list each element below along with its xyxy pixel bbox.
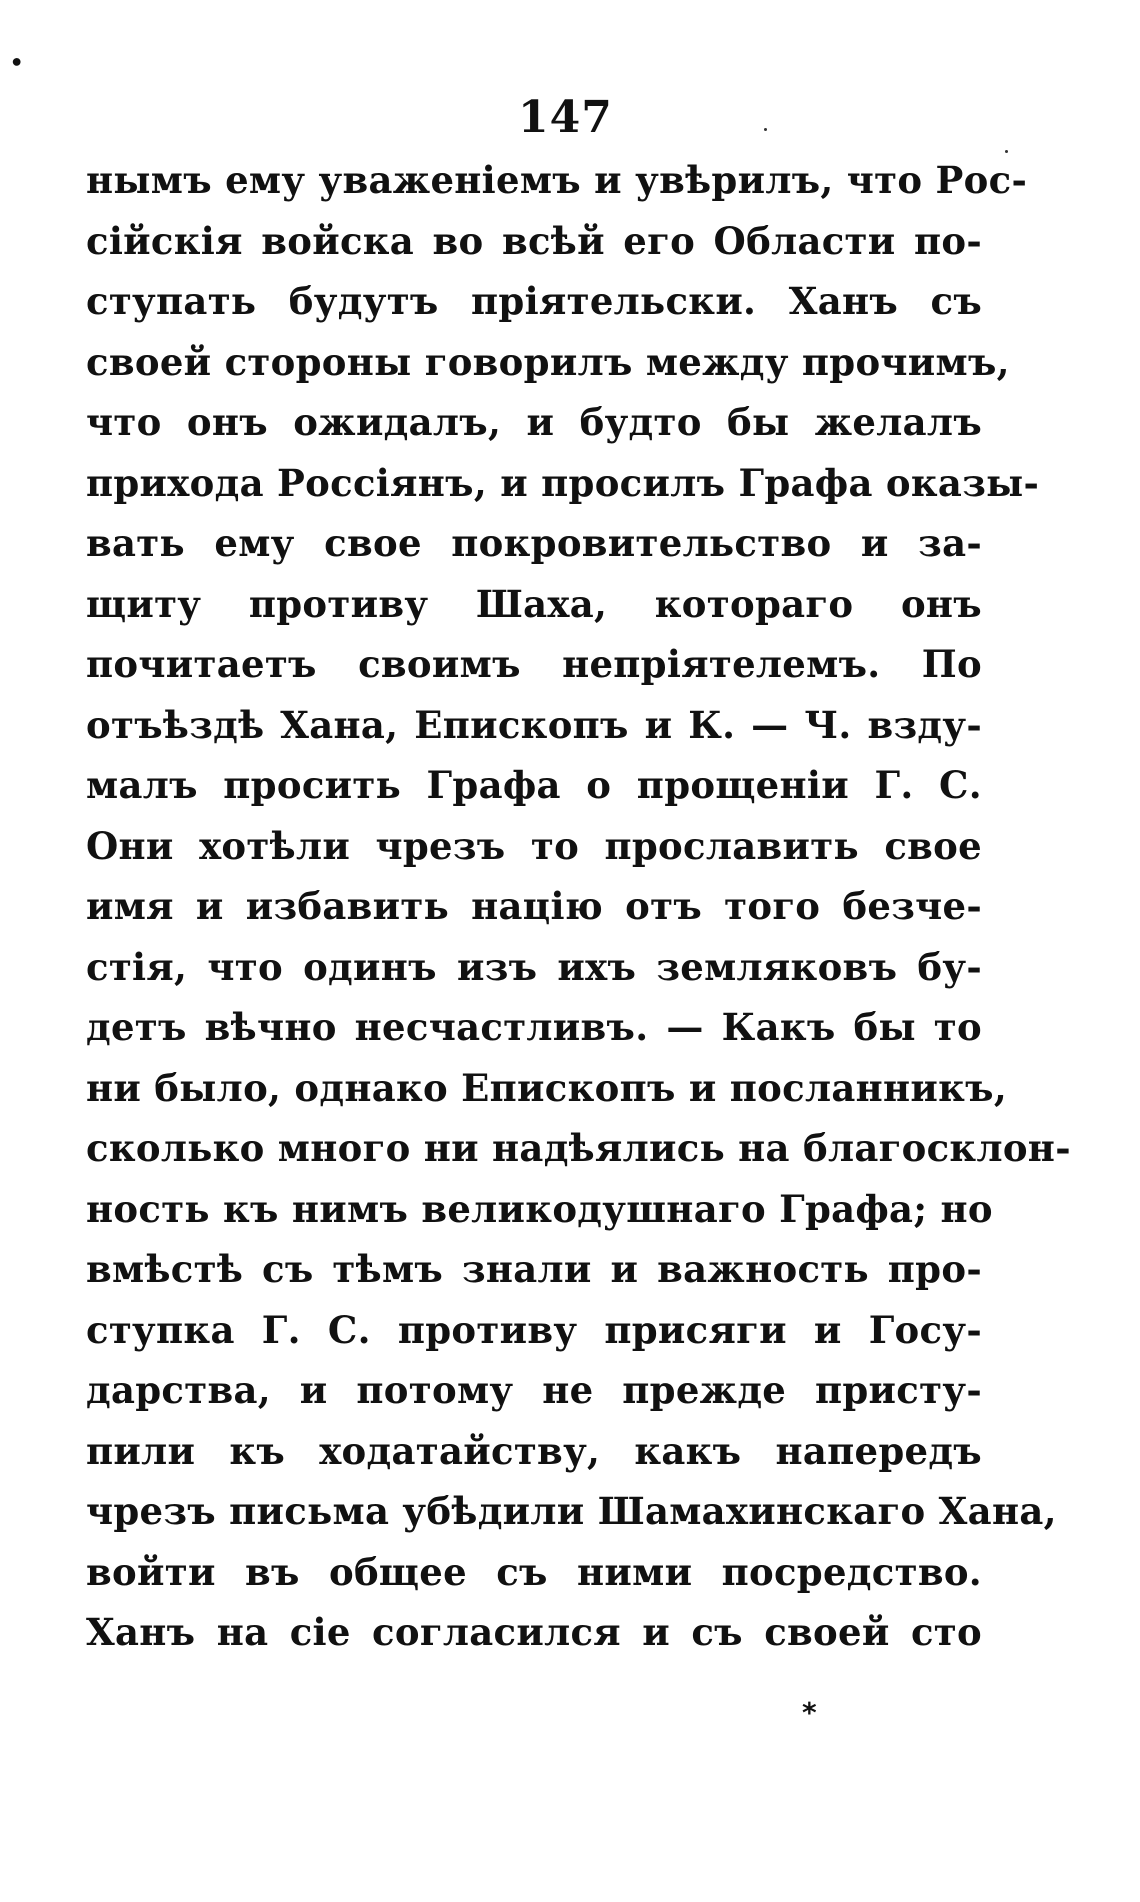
text-line: ступка Г. С. противу присяги и Госу- [86,1307,982,1352]
text-line: сколько много ни надѣялись на благосклон- [86,1126,1071,1170]
text-line: войти въ общее съ ними посредство. [86,1549,982,1594]
text-line: пили къ ходатайству, какъ напередъ [86,1428,982,1473]
text-line: детъ вѣчно несчастливъ. — Какъ бы то [86,1005,982,1049]
body-text [86,150,1071,1663]
text-line: сійскія войска во всѣй его Области по- [86,218,982,263]
text-line: имя и избавить націю отъ того безче- [86,884,982,928]
text-line: почитаетъ своимъ непріятелемъ. По [86,642,982,686]
text-line: что онъ ожидалъ, и будто бы желалъ [86,400,982,444]
text-line: отъѣздѣ Хана, Епископъ и К. — Ч. взду- [86,702,982,747]
text-line: вать ему свое покровительство и за- [86,521,982,565]
text-line: чрезъ письма убѣдили Шамахинскаго Хана, [86,1489,1057,1533]
footer-asterisk: * [802,1696,817,1729]
text-line: своей стороны говорилъ между прочимъ, [86,339,1010,384]
page-number: 147 [518,92,613,143]
text-line: дарства, и потому не прежде присту- [86,1368,982,1412]
text-line: ни было, однако Епископъ и посланникъ, [86,1065,1008,1110]
paper-speck [1005,150,1008,153]
text-line: ступать будутъ пріятельски. Ханъ съ [86,279,982,323]
text-line: стія, что одинъ изъ ихъ земляковъ бу- [86,944,982,989]
text-line: ность къ нимъ великодушнаго Графа; но [86,1186,993,1231]
ink-mark: • [6,48,28,78]
text-line: прихода Россіянъ, и просилъ Графа оказы- [86,460,1040,505]
text-line: Ханъ на сіе согласился и съ своей сто [86,1610,982,1654]
paper-speck [764,128,767,131]
text-line: Они хотѣли чрезъ то прославить свое [86,823,982,868]
text-line: малъ просить Графа о прощеніи Г. С. [86,763,982,807]
text-line: нымъ ему уваженіемъ и увѣрилъ, что Рос- [86,158,1028,202]
text-line: щиту противу Шаха, котораго онъ [86,581,982,626]
text-line: вмѣстѣ съ тѣмъ знали и важность про- [86,1247,982,1291]
